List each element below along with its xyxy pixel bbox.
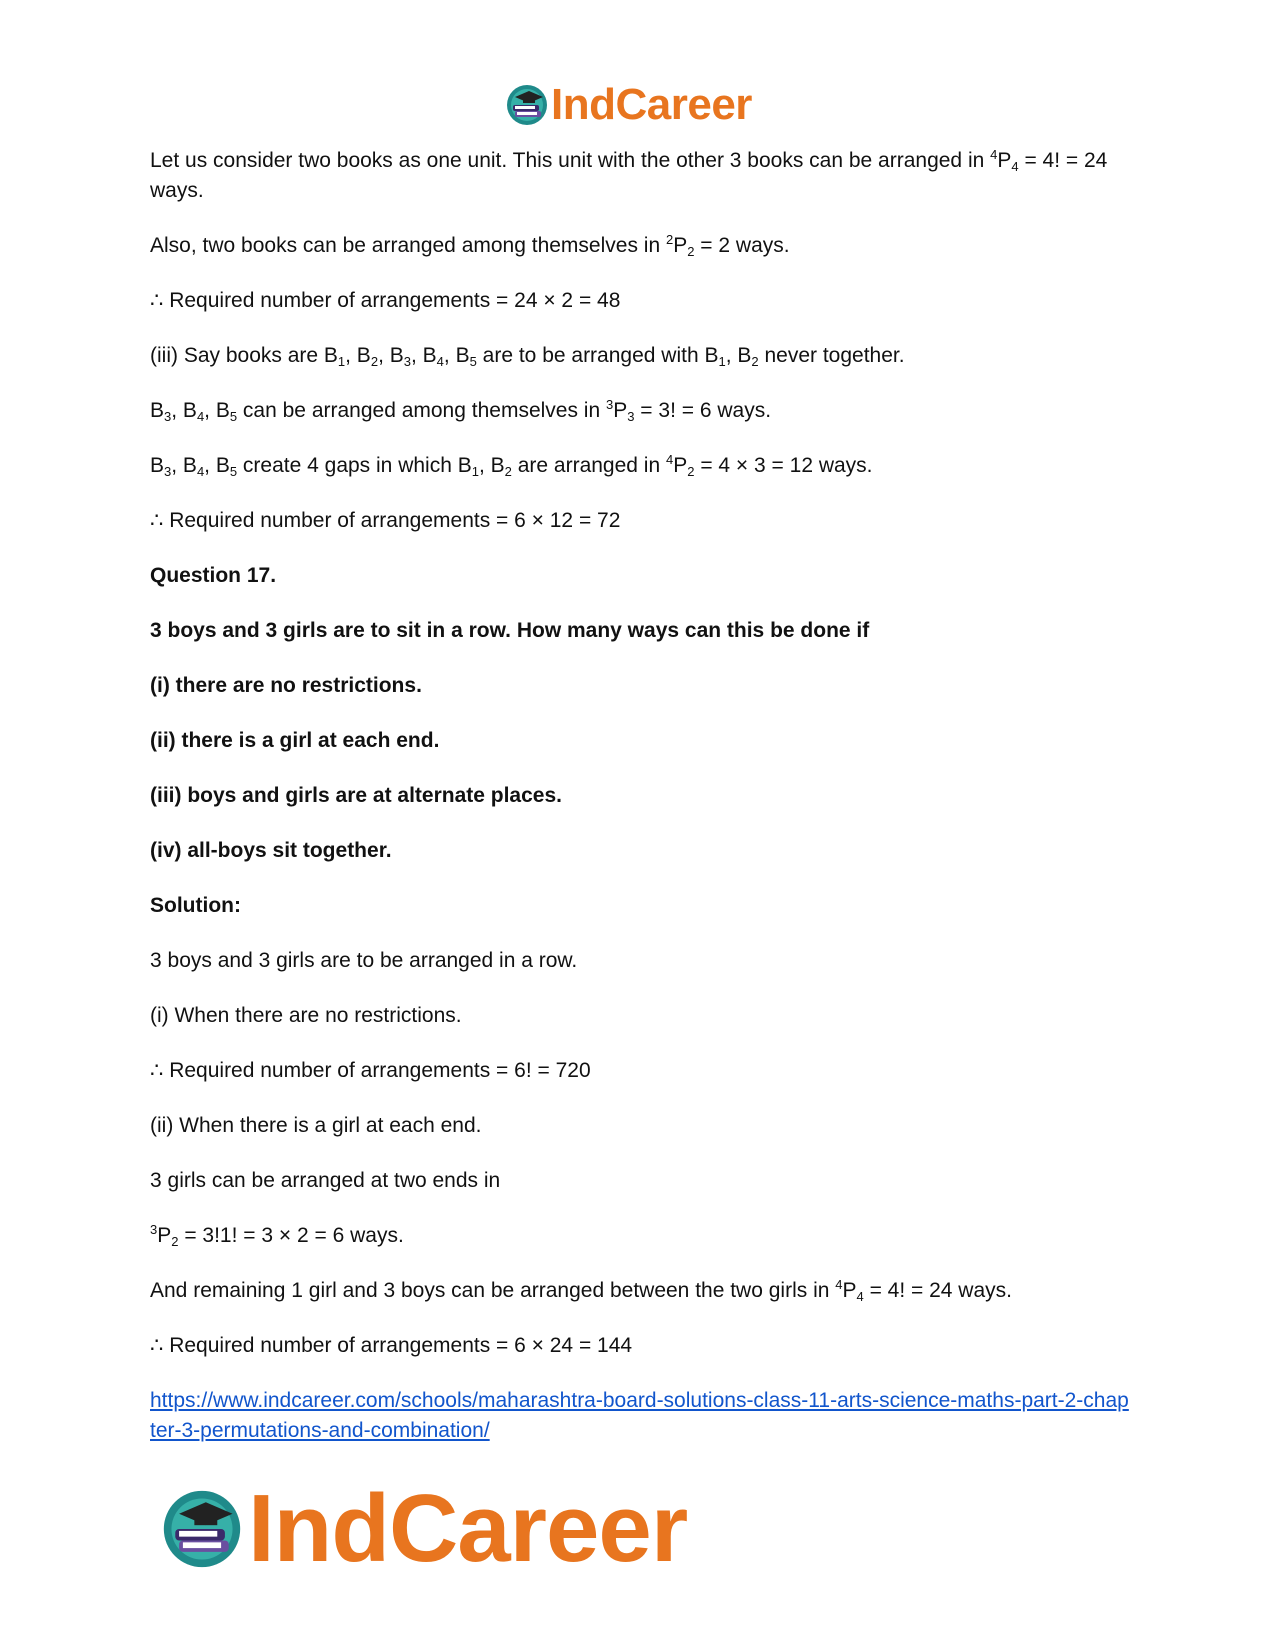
question-part: (i) there are no restrictions. xyxy=(150,674,422,697)
paragraph: Let us consider two books as one unit. This unit with the other 3 books can be arranged in $^4P_4 = 4$! = 24 ways. xyxy=(150,147,1108,202)
link-paragraph xyxy=(150,1386,1130,1446)
graduation-cap-books-globe-icon xyxy=(505,83,549,127)
logo-text: IndCareer xyxy=(551,80,752,129)
footer-logo xyxy=(160,1474,687,1584)
paragraph: (ii) When there is a girl at each end. xyxy=(150,1114,482,1137)
logo-text: IndCareer xyxy=(248,1475,688,1582)
paragraph: ∴ Required number of arrangements = 24 × 2 = 48 xyxy=(150,289,621,312)
question-title: Question 17. xyxy=(150,564,277,587)
paragraph: ∴ Required number of arrangements = 6! = 720 xyxy=(150,1059,591,1082)
paragraph: (iii) Say books are $B_1$, $B_2$, $B_3$, $B_4$, $B_5$ are to be arranged with $B_1$, $B_2$ never together. xyxy=(150,344,905,369)
question-part: (ii) there is a girl at each end. xyxy=(150,729,440,752)
header-logo xyxy=(505,80,752,130)
solution-heading: Solution: xyxy=(150,894,241,917)
question-part: (iii) boys and girls are at alternate places. xyxy=(150,784,562,807)
paragraph: Also, two books can be arranged among themselves in $^2P_2 = 2$ ways. xyxy=(150,232,790,259)
paragraph: $^3P_2 = 3!1$! = 3 × 2 = 6 ways. xyxy=(150,1222,404,1249)
paragraph: 3 girls can be arranged at two ends in xyxy=(150,1169,501,1192)
question-text: 3 boys and 3 girls are to sit in a row. How many ways can this be done if xyxy=(150,619,870,642)
paragraph: $B_3$, $B_4$, $B_5$ can be arranged among themselves in $^3P_3 = 3$! = 6 ways. xyxy=(150,397,772,424)
graduation-cap-books-globe-icon xyxy=(160,1487,244,1571)
paragraph: 3 boys and 3 girls are to be arranged in a row. xyxy=(150,949,578,972)
paragraph: (i) When there are no restrictions. xyxy=(150,1004,462,1027)
paragraph: ∴ Required number of arrangements = 6 × 12 = 72 xyxy=(150,509,621,532)
document-body xyxy=(150,146,1130,1471)
question-part: (iv) all-boys sit together. xyxy=(150,839,392,862)
source-link[interactable]: https://www.indcareer.com/schools/maharashtra-board-solutions-class-11-arts-science-maths-part-2-chapter-3-permutations-and-combination/ xyxy=(150,1389,1129,1442)
paragraph: $B_3$, $B_4$, $B_5$ create 4 gaps in which $B_1$, $B_2$ are arranged in $^4P_2 = 4 \times 3 = 12$ ways. xyxy=(150,452,873,479)
paragraph: And remaining 1 girl and 3 boys can be arranged between the two girls in $^4P_4 = 4$! = 24 ways. xyxy=(150,1277,1012,1304)
paragraph: ∴ Required number of arrangements = 6 × 24 = 144 xyxy=(150,1334,633,1357)
